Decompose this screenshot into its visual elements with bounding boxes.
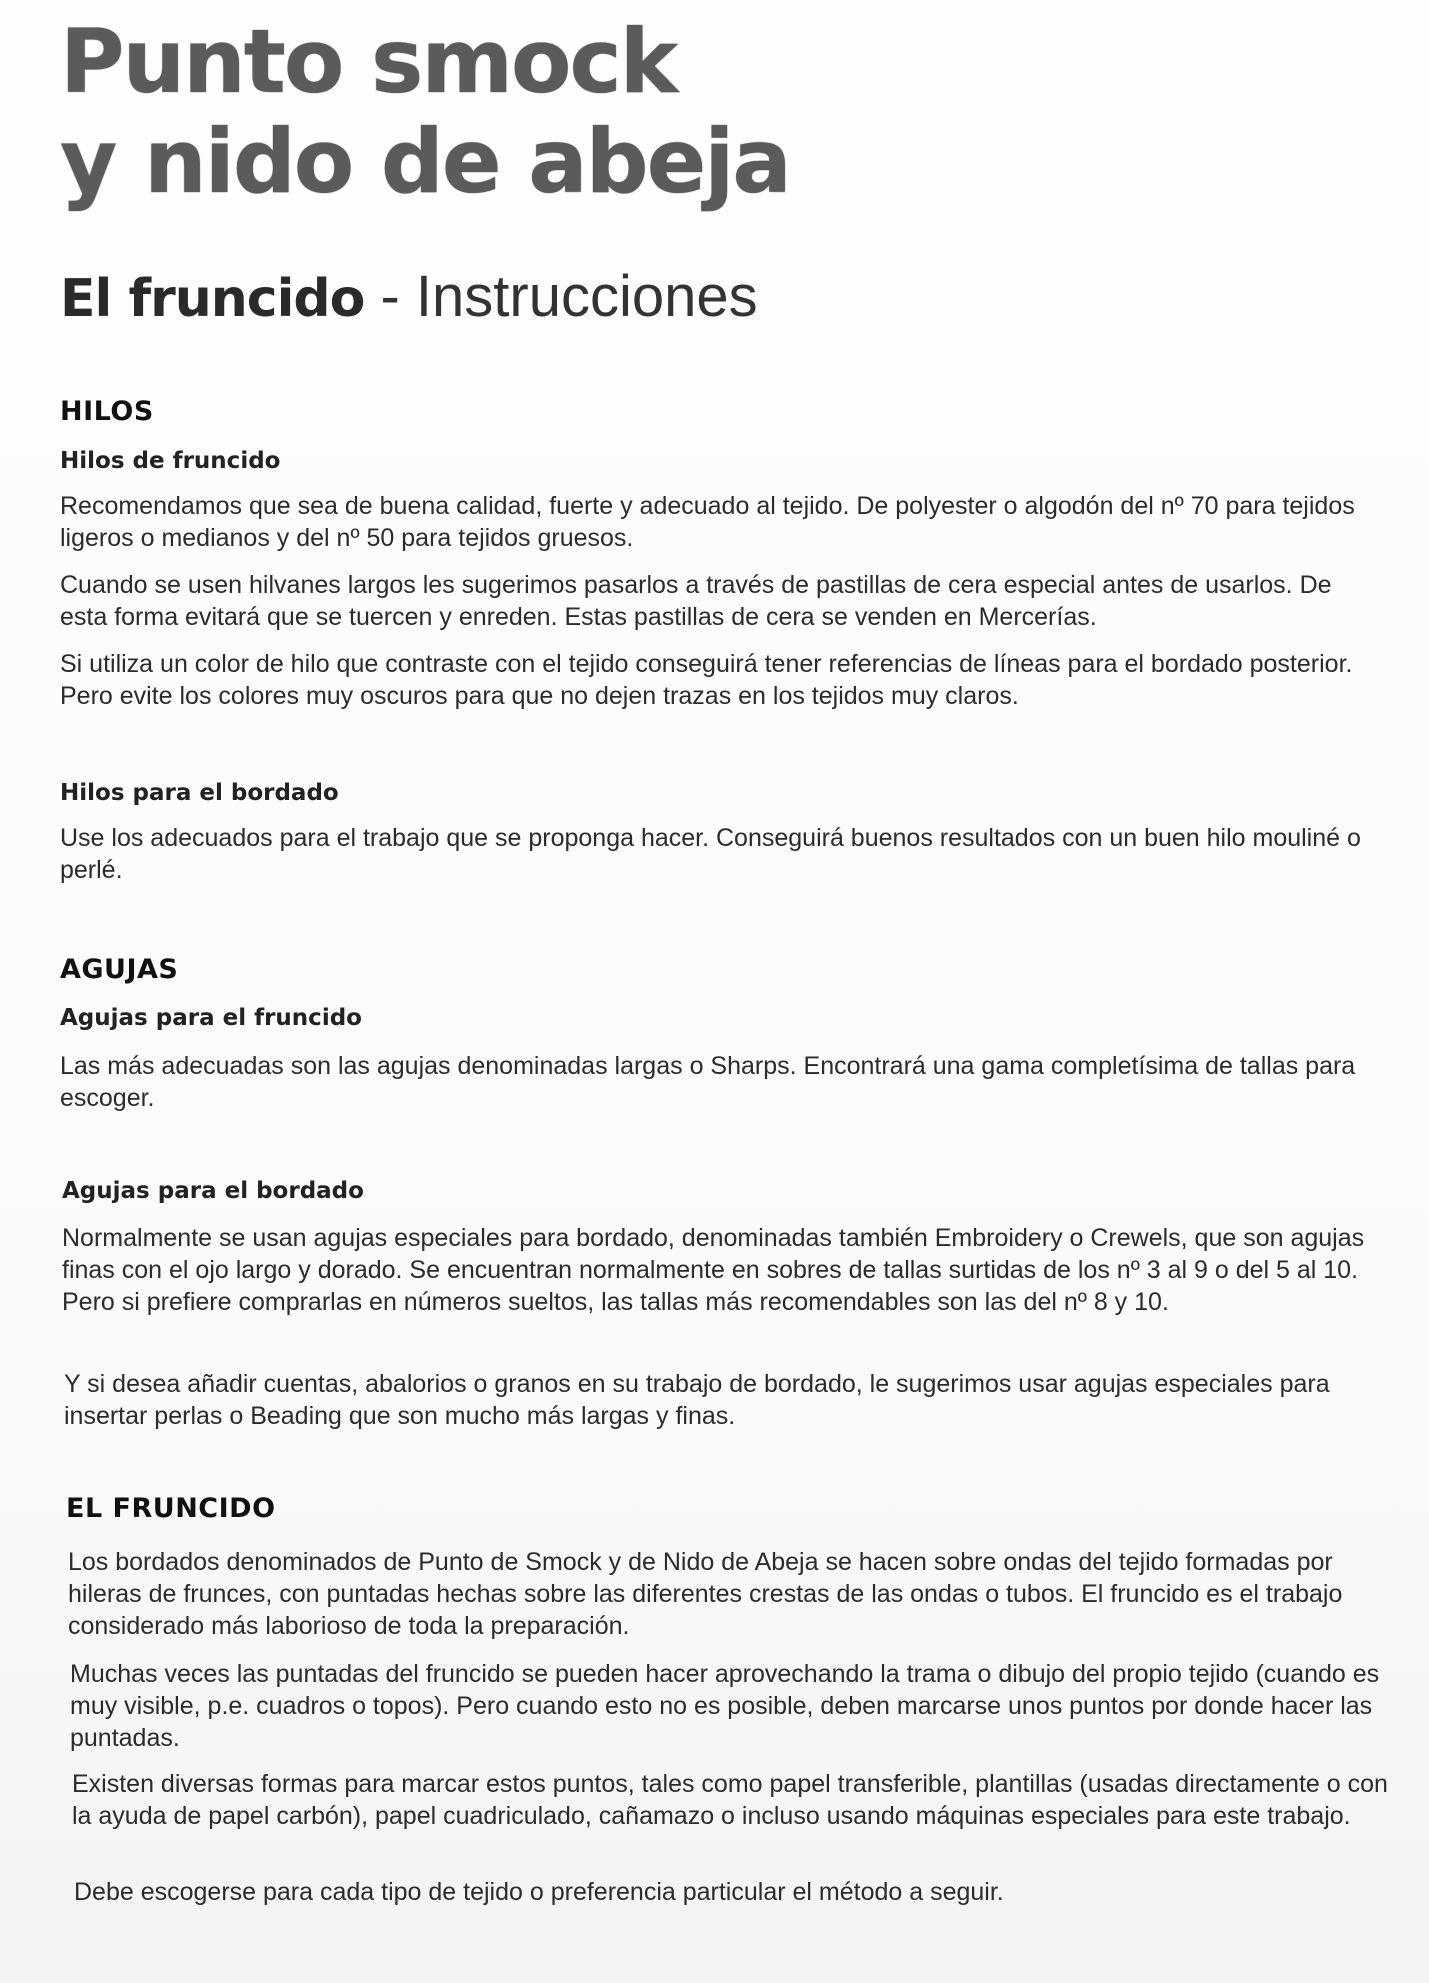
page-title xyxy=(60,12,790,212)
paragraph-agujas-fruncido-1: Las más adecuadas son las agujas denominadas largas o Sharps. Encontrará una gama completísima de tallas para escoger. xyxy=(60,1052,1356,1112)
section-heading-agujas: AGUJAS xyxy=(60,954,179,985)
page-subtitle xyxy=(60,262,758,334)
paragraph-hilos-fruncido-2: Cuando se usen hilvanes largos les sugerimos pasarlos a través de pastillas de cera especial antes de usarlos. De esta forma evitará que se tuercen y enreden. Estas pastillas de cera se venden en Mercerías. xyxy=(60,571,1332,631)
subheading-agujas-fruncido: Agujas para el fruncido xyxy=(60,1005,362,1031)
section-heading-hilos: HILOS xyxy=(60,396,154,427)
paragraph-hilos-fruncido-1: Recomendamos que sea de buena calidad, fuerte y adecuado al tejido. De polyester o algodón del nº 70 para tejidos ligeros o medianos y del nº 50 para tejidos gruesos. xyxy=(60,492,1355,552)
paragraph-hilos-bordado-1: Use los adecuados para el trabajo que se proponga hacer. Conseguirá buenos resultados con un buen hilo mouliné o perlé. xyxy=(60,824,1361,884)
paragraph-fruncido-1: Los bordados denominados de Punto de Smock y de Nido de Abeja se hacen sobre ondas del tejido formadas por hileras de frunces, con puntadas hechas sobre las diferentes crestas de las ondas o tubos. El fruncido es el trabajo considerado más laborioso de toda la preparación. xyxy=(68,1548,1343,1640)
paragraph-fruncido-2: Muchas veces las puntadas del fruncido se pueden hacer aprovechando la trama o dibujo del propio tejido (cuando es muy visible, p.e. cuadros o topos). Pero cuando esto no es posible, deben marcarse unos puntos por donde hacer las puntadas. xyxy=(70,1660,1380,1752)
paragraph-fruncido-3: Existen diversas formas para marcar estos puntos, tales como papel transferible, plantillas (usadas directamente o con la ayuda de papel carbón), papel cuadriculado, cañamazo o incluso usando máquinas especiales para este trabajo. xyxy=(72,1770,1388,1830)
title-line-1: Punto smock xyxy=(60,10,677,113)
subtitle-light: - Instrucciones xyxy=(364,264,758,329)
subheading-hilos-bordado: Hilos para el bordado xyxy=(60,780,339,806)
subtitle-bold: El fruncido xyxy=(60,269,365,329)
paragraph-agujas-bordado-1: Normalmente se usan agujas especiales para bordado, denominadas también Embroidery o Crewels, que son agujas finas con el ojo largo y dorado. Se encuentran normalmente en sobres de tallas surtidas de los nº 3 al 9 o del 5 al 10. Pero si prefiere comprarlas en números sueltos, las tallas más recomendables son las del nº 8 y 10. xyxy=(62,1224,1365,1316)
title-line-2: y nido de abeja xyxy=(60,110,790,213)
subheading-hilos-fruncido: Hilos de fruncido xyxy=(60,448,281,474)
paragraph-fruncido-4: Debe escogerse para cada tipo de tejido o preferencia particular el método a seguir. xyxy=(74,1878,1004,1906)
section-heading-el-fruncido: EL FRUNCIDO xyxy=(66,1493,276,1524)
subheading-agujas-bordado: Agujas para el bordado xyxy=(62,1178,364,1204)
paragraph-agujas-bordado-2: Y si desea añadir cuentas, abalorios o granos en su trabajo de bordado, le sugerimos usar agujas especiales para insertar perlas o Beading que son mucho más largas y finas. xyxy=(64,1370,1330,1430)
paragraph-hilos-fruncido-3: Si utiliza un color de hilo que contraste con el tejido conseguirá tener referencias de líneas para el bordado posterior. Pero evite los colores muy oscuros para que no dejen trazas en los tejidos muy claros. xyxy=(60,650,1353,710)
